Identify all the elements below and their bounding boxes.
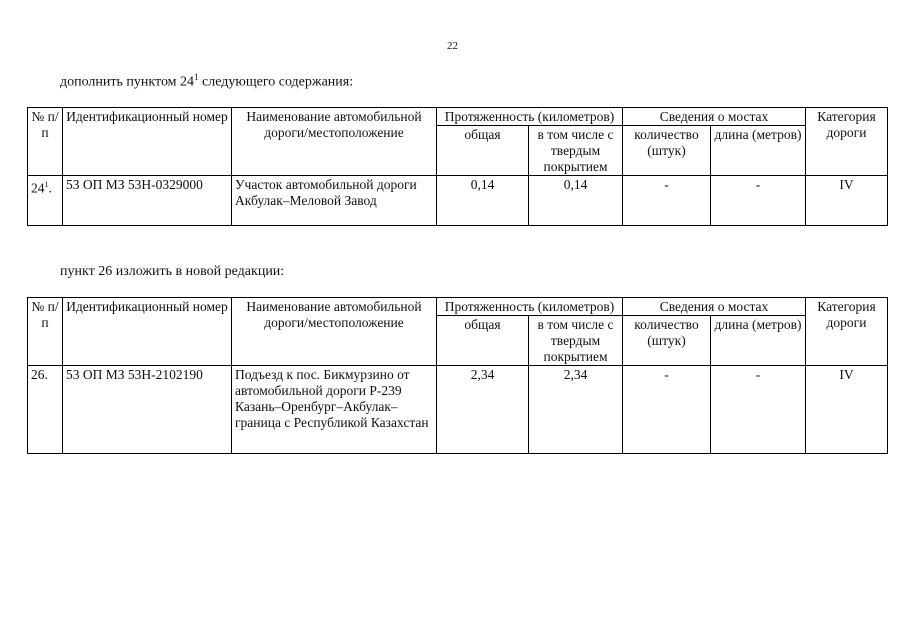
- cell-length-hard: 0,14: [529, 176, 623, 226]
- table-header-row: [28, 298, 888, 316]
- cell-length-hard: 2,34: [529, 366, 623, 454]
- cell-name: Участок автомобильной дороги Акбулак–Меловой Завод: [232, 176, 437, 226]
- cell-bridges-length: -: [711, 176, 806, 226]
- header-length-total: общая: [437, 126, 529, 176]
- header-name: Наименование автомобильной дороги/местоположение: [232, 298, 437, 366]
- header-id: Идентификационный номер: [63, 298, 232, 366]
- table-row: [28, 366, 888, 454]
- header-bridges-count: количество (штук): [623, 316, 711, 366]
- header-bridges-length: длина (метров): [711, 126, 806, 176]
- cell-bridges-length: -: [711, 366, 806, 454]
- page-number: 22: [447, 40, 458, 52]
- cell-length-total: 0,14: [437, 176, 529, 226]
- cell-num-value: 24: [31, 180, 45, 196]
- header-bridges-count: количество (штук): [623, 126, 711, 176]
- cell-length-total: 2,34: [437, 366, 529, 454]
- header-category: Категория дороги: [806, 298, 888, 366]
- table-header-row: [28, 108, 888, 126]
- table-row: [28, 176, 888, 226]
- section2-intro: пункт 26 изложить в новой редакции:: [60, 264, 285, 279]
- header-bridges: Сведения о мостах: [623, 298, 806, 316]
- header-length: Протяженность (километров): [437, 298, 623, 316]
- cell-id: 53 ОП МЗ 53Н-2102190: [63, 366, 232, 454]
- cell-category: IV: [806, 176, 888, 226]
- header-length-hard: в том числе с твердым покрытием: [529, 316, 623, 366]
- section1-intro-sup: 1: [194, 72, 199, 82]
- road-table-2: [27, 297, 888, 454]
- cell-category: IV: [806, 366, 888, 454]
- header-bridges: Сведения о мостах: [623, 108, 806, 126]
- cell-num-sup: 1: [44, 180, 49, 189]
- cell-num: 26.: [28, 366, 63, 454]
- section1-intro: [60, 72, 353, 91]
- header-length: Протяженность (километров): [437, 108, 623, 126]
- header-length-hard: в том числе с твердым покрытием: [529, 126, 623, 176]
- section1-intro-suffix: следующего содержания:: [198, 74, 354, 90]
- cell-num: [28, 176, 63, 226]
- header-id: Идентификационный номер: [63, 108, 232, 176]
- cell-bridges-count: -: [623, 366, 711, 454]
- cell-num-suffix: .: [48, 180, 52, 196]
- header-num: № п/п: [28, 108, 63, 176]
- header-bridges-length: длина (метров): [711, 316, 806, 366]
- cell-bridges-count: -: [623, 176, 711, 226]
- section1-intro-prefix: дополнить пунктом 24: [60, 74, 195, 90]
- header-category: Категория дороги: [806, 108, 888, 176]
- cell-id: 53 ОП МЗ 53Н-0329000: [63, 176, 232, 226]
- header-length-total: общая: [437, 316, 529, 366]
- road-table-1: [27, 107, 888, 226]
- header-name: Наименование автомобильной дороги/местоположение: [232, 108, 437, 176]
- cell-name: Подъезд к пос. Бикмурзино от автомобильной дороги Р-239 Казань–Оренбург–Акбулак–граница с Республикой Казахстан: [232, 366, 437, 454]
- header-num: № п/п: [28, 298, 63, 366]
